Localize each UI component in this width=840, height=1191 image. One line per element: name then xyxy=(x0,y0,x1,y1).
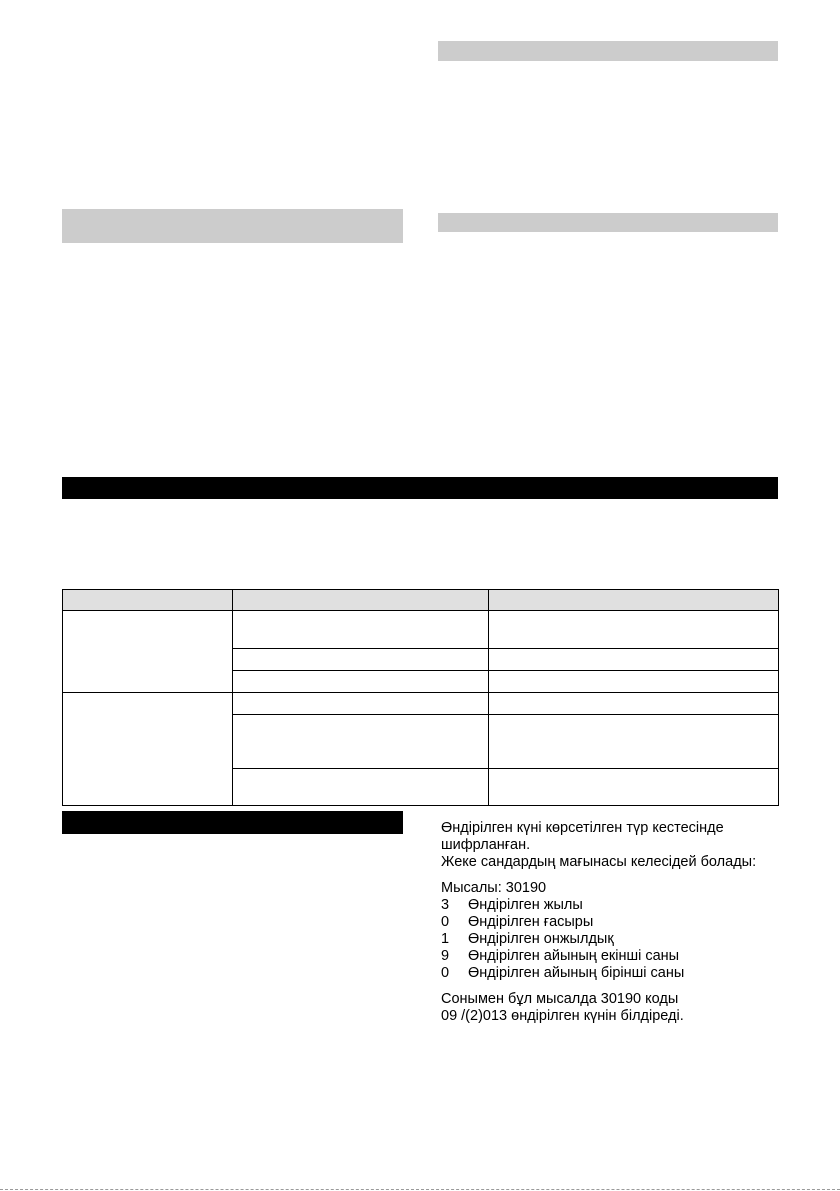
section-header-bar-left xyxy=(62,209,403,243)
code-digit: 9 xyxy=(441,948,450,964)
code-meaning: Өндірілген ғасыры xyxy=(468,914,594,930)
table-row xyxy=(63,611,779,649)
code-digit: 3 xyxy=(441,897,450,913)
date-intro-line: Жеке сандардың мағынасы келесідей болады: xyxy=(441,854,757,870)
code-row xyxy=(441,931,781,948)
table-cell xyxy=(489,693,779,715)
table-cell xyxy=(233,611,489,649)
table-header-row xyxy=(63,590,779,611)
table-header-cell xyxy=(233,590,489,611)
date-intro-line: Өндірілген күні көрсетілген түр кестесінде xyxy=(441,820,724,836)
table-cell xyxy=(233,649,489,671)
page-bottom-edge xyxy=(0,1189,840,1190)
table-header-cell xyxy=(489,590,779,611)
date-intro-line: шифрланған. xyxy=(441,837,531,853)
conclusion-line: Сонымен бұл мысалда 30190 коды xyxy=(441,991,679,1007)
table-cell xyxy=(489,649,779,671)
code-digit: 0 xyxy=(441,914,450,930)
table-cell xyxy=(489,715,779,769)
example-label: Мысалы: 30190 xyxy=(441,880,547,896)
section-header-bar-top-right xyxy=(438,41,778,61)
table-cell xyxy=(233,715,489,769)
code-row xyxy=(441,948,781,965)
section-header-bar-mid-right xyxy=(438,213,778,232)
table-cell xyxy=(489,769,779,806)
fault-table xyxy=(62,589,779,806)
table-row xyxy=(63,693,779,715)
table-cell xyxy=(233,693,489,715)
table-cell xyxy=(63,693,233,806)
table-cell xyxy=(63,611,233,693)
code-digit: 0 xyxy=(441,965,450,981)
code-meaning: Өндірілген онжылдық xyxy=(468,931,614,947)
code-meaning: Өндірілген айының бірінші саны xyxy=(468,965,685,981)
code-row xyxy=(441,914,781,931)
table-cell xyxy=(489,671,779,693)
section-header-bar-bottom-left xyxy=(62,811,403,834)
table-cell xyxy=(233,671,489,693)
production-date-block xyxy=(441,820,781,1025)
conclusion-line: 09 /(2)013 өндірілген күнін білдіреді. xyxy=(441,1008,684,1024)
table-cell xyxy=(233,769,489,806)
code-meaning: Өндірілген айының екінші саны xyxy=(468,948,680,964)
table-header-cell xyxy=(63,590,233,611)
section-header-bar-full xyxy=(62,477,778,499)
code-row xyxy=(441,897,781,914)
code-row xyxy=(441,965,781,982)
code-meaning: Өндірілген жылы xyxy=(468,897,583,913)
table-cell xyxy=(489,611,779,649)
code-digit: 1 xyxy=(441,931,450,947)
